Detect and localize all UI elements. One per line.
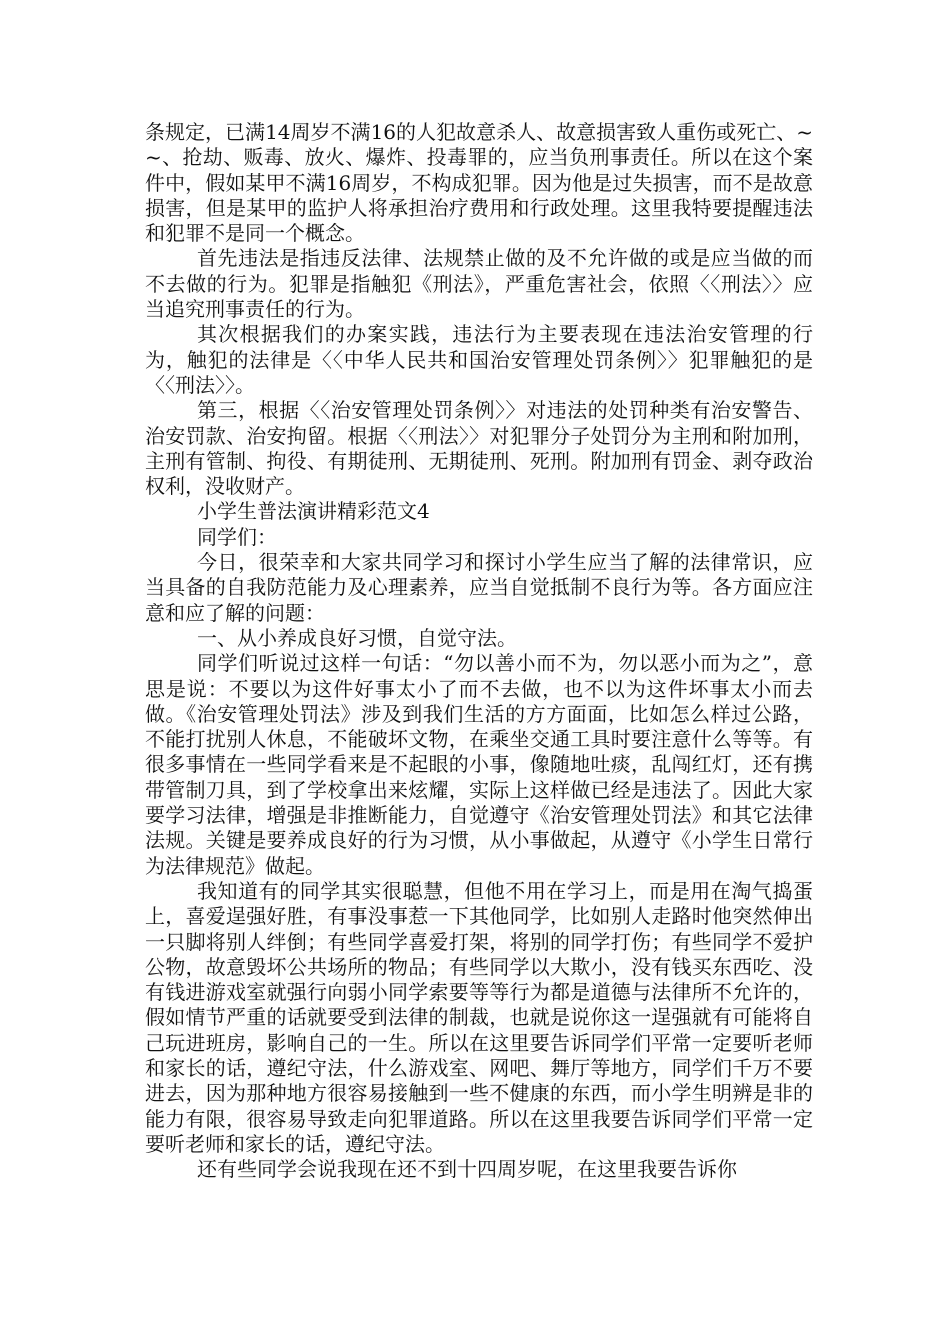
paragraph-4: 第三，根据〈〈治安管理处罚条例〉〉对违法的处罚种类有治安警告、治安罚款、治安拘留。根据〈〈刑法〉〉对犯罪分子处罚分为主刑和附加刑，主刑有管制、拘役、有期徒刑、无期徒刑、死刑。附加刑有罚金、剥夺政治权利，没收财产。 — [145, 398, 813, 499]
section-title: 小学生普法演讲精彩范文4 — [197, 499, 430, 524]
paragraph-5: 今日，很荣幸和大家共同学习和探讨小学生应当了解的法律常识，应当具备的自我防范能力及心理素养，应当自觉抵制不良行为等。各方面应注意和应了解的问题： — [145, 550, 813, 625]
paragraph-6: 同学们听说过这样一句话：“勿以善小而不为，勿以恶小而为之”，意思是说：不要以为这件好事太小了而不去做，也不以为这件坏事太小而去做。《治安管理处罚法》涉及到我们生活的方方面面，比如怎么样过公路，不能打扰别人休息，不能破坏文物，在乘坐交通工具时要注意什么等等。有很多事情在一些同学看来是不起眼的小事，像随地吐痰，乱闯红灯，还有携带管制刀具，到了学校拿出来炫耀，实际上这样做已经是违法了。因此大家要学习法律，增强是非推断能力，自觉遵守《治安管理处罚法》和其它法律法规。关键是要养成良好的行为习惯，从小事做起，从遵守《小学生日常行为法律规范》做起。 — [145, 651, 813, 878]
paragraph-3: 其次根据我们的办案实践，违法行为主要表现在违法治安管理的行为，触犯的法律是〈〈中华人民共和国治安管理处罚条例〉〉犯罪触犯的是〈〈刑法〉〉。 — [145, 322, 813, 397]
salutation: 同学们： — [197, 524, 277, 549]
heading-1: 一、从小养成良好习惯，自觉守法。 — [197, 625, 517, 650]
paragraph-2: 首先违法是指违反法律、法规禁止做的及不允许做的或是应当做的而不去做的行为。犯罪是指触犯《刑法》，严重危害社会，依照〈〈刑法〉〉应当追究刑事责任的行为。 — [145, 246, 813, 322]
paragraph-1: 条规定，已满14周岁不满16的人犯故意杀人、故意损害致人重伤或死亡、~~、抢劫、贩毒、放火、爆炸、投毒罪的，应当负刑事责任。所以在这个案件中，假如某甲不满16周岁，不构成犯罪。因为他是过失损害，而不是故意损害，但是某甲的监护人将承担治疗费用和行政处理。这里我特要提醒违法和犯罪不是同一个概念。 — [145, 120, 813, 246]
document-body — [145, 120, 813, 1182]
paragraph-7: 我知道有的同学其实很聪慧，但他不用在学习上，而是用在淘气捣蛋上，喜爱逞强好胜，有事没事惹一下其他同学，比如别人走路时他突然伸出一只脚将别人绊倒；有些同学喜爱打架，将别的同学打伤；有些同学不爱护公物，故意毁坏公共场所的物品；有些同学以大欺小，没有钱买东西吃、没有钱进游戏室就强行向弱小同学索要等等行为都是道德与法律所不允许的，假如情节严重的话就要受到法律的制裁，也就是说你这一逞强就有可能将自己玩进班房，影响自己的一生。所以在这里要告诉同学们平常一定要听老师和家长的话，遵纪守法，什么游戏室、网吧、舞厅等地方，同学们千万不要进去，因为那种地方很容易接触到一些不健康的东西，而小学生明辨是非的能力有限，很容易导致走向犯罪道路。所以在这里我要告诉同学们平常一定要听老师和家长的话，遵纪守法。 — [145, 878, 813, 1156]
paragraph-8: 还有些同学会说我现在还不到十四周岁呢，在这里我要告诉你 — [197, 1157, 737, 1182]
